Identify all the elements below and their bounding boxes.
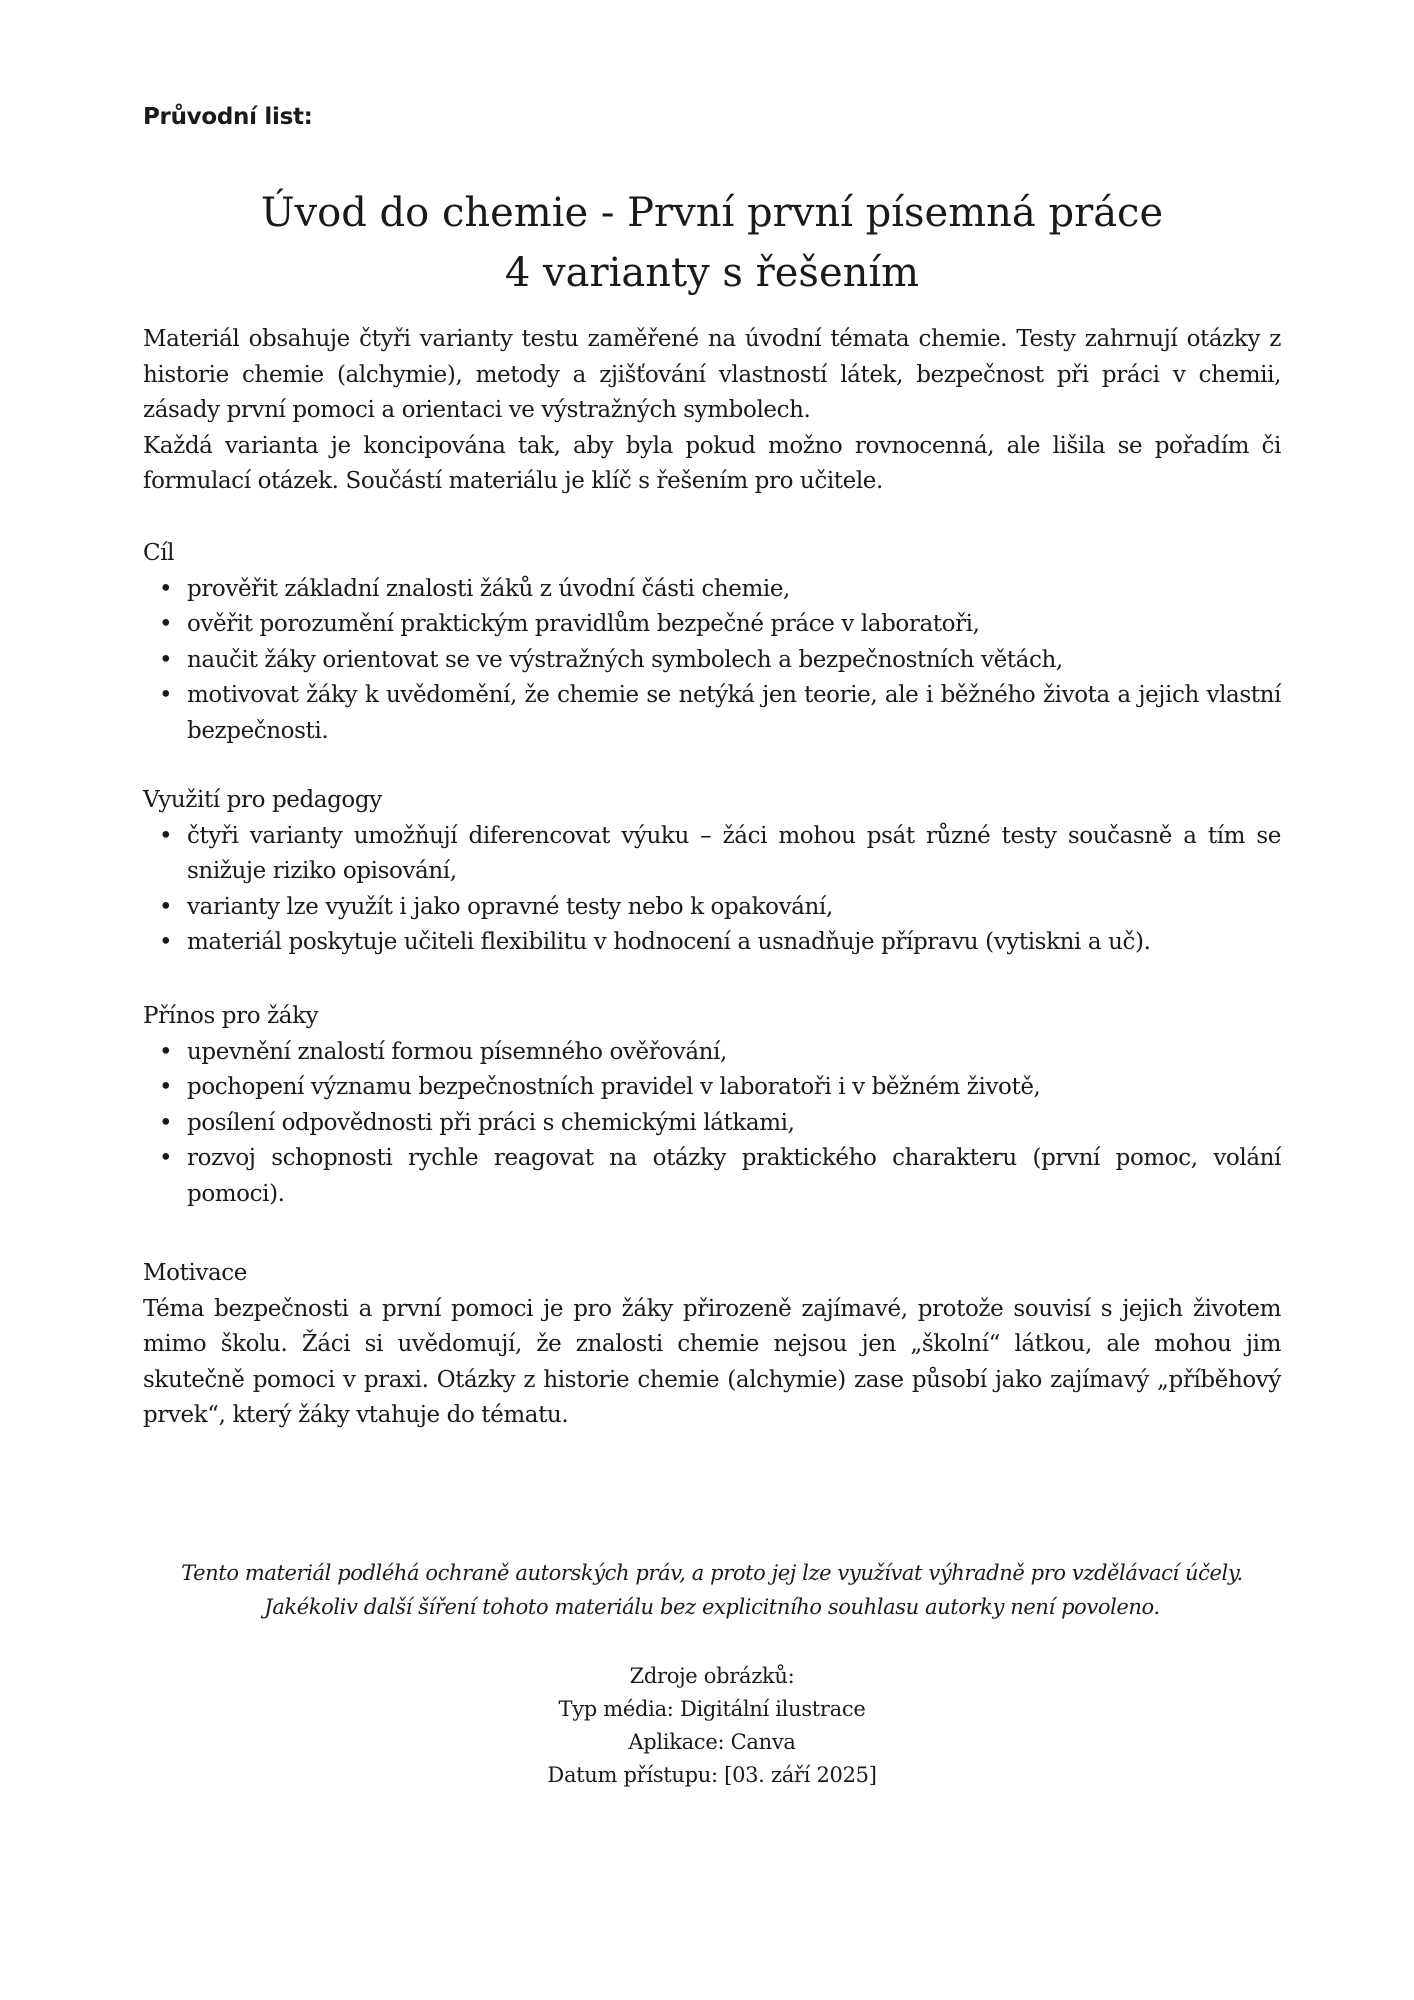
list-item: • ověřit porozumění praktickým pravidlům bezpečné práce v laboratoři, bbox=[143, 607, 1281, 643]
bullet-icon: • bbox=[159, 1074, 173, 1100]
list-item: • posílení odpovědnosti při práci s chemickými látkami, bbox=[143, 1106, 1281, 1142]
bullet-icon: • bbox=[159, 822, 173, 849]
title-line-2: 4 varianty s řešením bbox=[504, 250, 920, 296]
copyright-notice: Tento materiál podléhá ochraně autorských práv, a proto jej lze využívat výhradně pro vzdělávací účely. Jakékoliv další šíření tohoto materiálu bez explicitního souhlasu autorky není povoleno. bbox=[181, 1561, 1243, 1619]
bullet-icon: • bbox=[159, 682, 173, 708]
list-item: • upevnění znalostí formou písemného ověřování, bbox=[143, 1035, 1281, 1071]
list-item: • pochopení významu bezpečnostních pravidel v laboratoři i v běžném životě, bbox=[143, 1070, 1281, 1106]
list-item: • materiál poskytuje učiteli flexibilitu v hodnocení a usnadňuje přípravu (vytiskni a uč). bbox=[143, 925, 1281, 961]
motivation-text: Téma bezpečnosti a první pomoci je pro žáky přirozeně zajímavé, protože souvisí s jejich životem mimo školu. Žáci si uvědomují, že znalosti chemie nejsou jen „školní“ látkou, ale mohou jim skutečně pomoci v praxi. Otázky z historie chemie (alchymie) zase působí jako zajímavý „příběhový prvek“, který žáky vtahuje do tématu. bbox=[143, 1295, 1281, 1428]
media-type: Typ média: Digitální ilustrace bbox=[558, 1697, 866, 1721]
section-heading: Cíl bbox=[143, 540, 175, 566]
bullet-icon: • bbox=[159, 646, 173, 673]
bullet-icon: • bbox=[159, 1038, 173, 1065]
list-item: • čtyři varianty umožňují diferencovat výuku – žáci mohou psát různé testy současně a tím se snižuje riziko opisování, bbox=[143, 819, 1281, 890]
access-date: Datum přístupu: [03. září 2025] bbox=[547, 1763, 877, 1787]
intro-block bbox=[143, 322, 1281, 500]
document-title bbox=[143, 183, 1281, 303]
section-heading: Přínos pro žáky bbox=[143, 1003, 319, 1029]
image-sources bbox=[143, 1660, 1281, 1792]
bullet-icon: • bbox=[159, 1109, 173, 1136]
bullet-icon: • bbox=[159, 929, 173, 955]
section-goal bbox=[143, 536, 1281, 749]
list-item: • motivovat žáky k uvědomění, že chemie se netýká jen teorie, ale i běžného života a jejich vlastní bezpečnosti. bbox=[143, 678, 1281, 749]
bullet-icon: • bbox=[159, 575, 173, 602]
section-teachers bbox=[143, 783, 1281, 961]
bullet-icon: • bbox=[159, 611, 173, 637]
teachers-list bbox=[143, 819, 1281, 961]
bullet-icon: • bbox=[159, 893, 173, 920]
section-heading: Využití pro pedagogy bbox=[143, 787, 382, 813]
students-list bbox=[143, 1035, 1281, 1213]
section-heading: Motivace bbox=[143, 1260, 247, 1286]
document-label: Průvodní list: bbox=[143, 104, 313, 130]
list-item: • prověřit základní znalosti žáků z úvodní části chemie, bbox=[143, 572, 1281, 608]
intro-paragraph-1: Materiál obsahuje čtyři varianty testu zaměřené na úvodní témata chemie. Testy zahrnují otázky z historie chemie (alchymie), metody a zjišťování vlastností látek, bezpečnost při práci v chemii, zásady první pomoci a orientaci ve výstražných symbolech. bbox=[143, 326, 1281, 423]
list-item: • varianty lze využít i jako opravné testy nebo k opakování, bbox=[143, 890, 1281, 926]
title-line-1: Úvod do chemie - První první písemná práce bbox=[260, 190, 1164, 236]
application: Aplikace: Canva bbox=[628, 1730, 796, 1754]
list-item: • naučit žáky orientovat se ve výstražných symbolech a bezpečnostních větách, bbox=[143, 643, 1281, 679]
bullet-icon: • bbox=[159, 1145, 173, 1171]
intro-paragraph-2: Každá varianta je koncipována tak, aby byla pokud možno rovnocenná, ale lišila se pořadím či formulací otázek. Součástí materiálu je klíč s řešením pro učitele. bbox=[143, 432, 1281, 494]
goal-list bbox=[143, 572, 1281, 750]
list-item: • rozvoj schopnosti rychle reagovat na otázky praktického charakteru (první pomoc, volání pomoci). bbox=[143, 1141, 1281, 1212]
section-motivation bbox=[143, 1256, 1281, 1434]
section-students bbox=[143, 999, 1281, 1212]
sources-heading: Zdroje obrázků: bbox=[629, 1664, 795, 1688]
